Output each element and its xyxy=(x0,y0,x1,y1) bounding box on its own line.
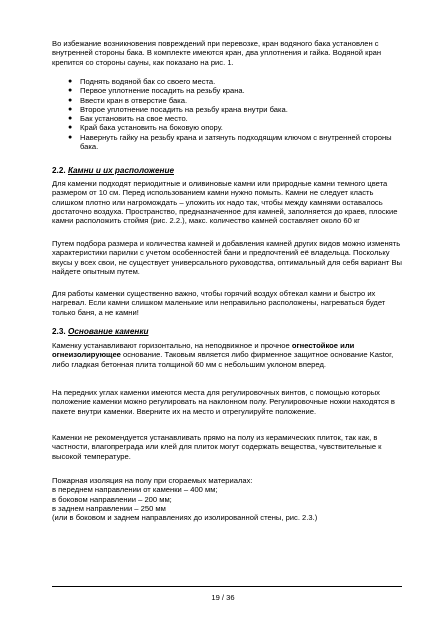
bullet-icon: ● xyxy=(68,105,73,113)
stones-paragraph-1: Для каменки подходят периодитные и оливиновые камни или природные камни темного цвета размером от 10 см. Перед использованием камни нужно помыть. Камни не следует класть слишком плотно или нагромождать – уложить их надо так, чтобы между камнями оставалось достаточно воздуха. Пространство, предназначенное для камней, заполняется до краев, плоские камни расположить стоймя (рис. 2.2.), макс. количество камней составляет около 60 кг xyxy=(52,179,398,226)
list-item: ● Первое уплотнение посадить на резьбу крана. xyxy=(68,86,245,96)
bullet-icon: ● xyxy=(68,115,73,123)
list-item: ● Ввести кран в отверстие бака. xyxy=(68,95,188,105)
list-item: ● Навернуть гайку на резьбу крана и затянуть подходящим ключом с внутренней стороны бака. xyxy=(68,132,392,152)
list-item: ● Второе уплотнение посадить на резьбу крана внутри бака. xyxy=(68,104,288,114)
fire-insulation-line: в боковом направлении – 200 мм; xyxy=(52,494,172,504)
list-item: ● Бак установить на свое место. xyxy=(68,114,188,124)
installation-steps-list xyxy=(52,77,402,151)
base-paragraph-3: Каменки не рекомендуется устанавливать прямо на полу из керамических плиток, так как, в частности, влагопреграда или клей для плиток могут содержать вещества, чувствительные к высокой температуре. xyxy=(52,433,382,461)
bullet-icon: ● xyxy=(68,133,73,141)
list-item: ● Край бака установить на боковую опору. xyxy=(68,123,223,133)
bullet-icon: ● xyxy=(68,87,73,95)
base-paragraph-2: На передних углах каменки имеются места для регулировочных винтов, с помощью которых положение каменки можно регулировать на наклонном полу. Регулировочные ножки находятся в пакете внутри каменки. Вверните их на место и отрегулируйте положение. xyxy=(52,388,395,416)
footer-divider xyxy=(52,586,402,587)
stones-paragraph-3: Для работы каменки существенно важно, чтобы горячий воздух обтекал камни и быстро их нагревал. Если камни слишком маленькие или неправильно расположены, нагреваться будет только баня, а не камни! xyxy=(52,289,386,317)
fire-insulation-block xyxy=(52,476,402,522)
fire-insulation-line: (или в боковом и заднем направлениях до изолированной стены, рис. 2.3.) xyxy=(52,513,318,523)
base-paragraph-1: Каменку устанавливают горизонтально, на неподвижное и прочное огнестойкое или огнеизолирующее основание. Таковым является либо фирменное защитное основание Kastor, либо гладкая бетонная плита толщиной 60 мм с небольшим уклоном вперед. xyxy=(52,341,394,369)
fire-insulation-line: в заднем направлении – 250 мм xyxy=(52,503,166,513)
list-item: ● Поднять водяной бак со своего места. xyxy=(68,77,216,86)
stones-paragraph-2: Путем подбора размера и количества камней и добавления камней других видов можно изменять характеристики парилки с учетом особенностей бани и предпочтений её владельца. Поскольку вкусы у всех свои, не существует универсального руководства, оптимальный для себя вариант Вы найдете опытным путем. xyxy=(52,239,403,276)
section-2-3-heading: 2.3. Основание каменки xyxy=(52,327,149,336)
fire-insulation-line: Пожарная изоляция на полу при сгораемых материалах: xyxy=(52,476,253,485)
section-2-2-heading: 2.2. Камни и их расположение xyxy=(52,166,174,175)
bullet-icon: ● xyxy=(68,124,73,132)
bullet-icon: ● xyxy=(68,78,73,85)
bullet-icon: ● xyxy=(68,96,73,104)
fire-insulation-line: в переднем направлении от каменки – 400 мм; xyxy=(52,485,218,495)
intro-paragraph: Во избежание возникновения повреждений при перевозке, кран водяного бака установлен с внутренней стороны бака. В комплекте имеются кран, два уплотнения и гайка. Водяной кран крепится со стороны сауны, как показано на рис. 1. xyxy=(52,39,382,67)
page-number: 19 / 36 xyxy=(211,593,235,602)
